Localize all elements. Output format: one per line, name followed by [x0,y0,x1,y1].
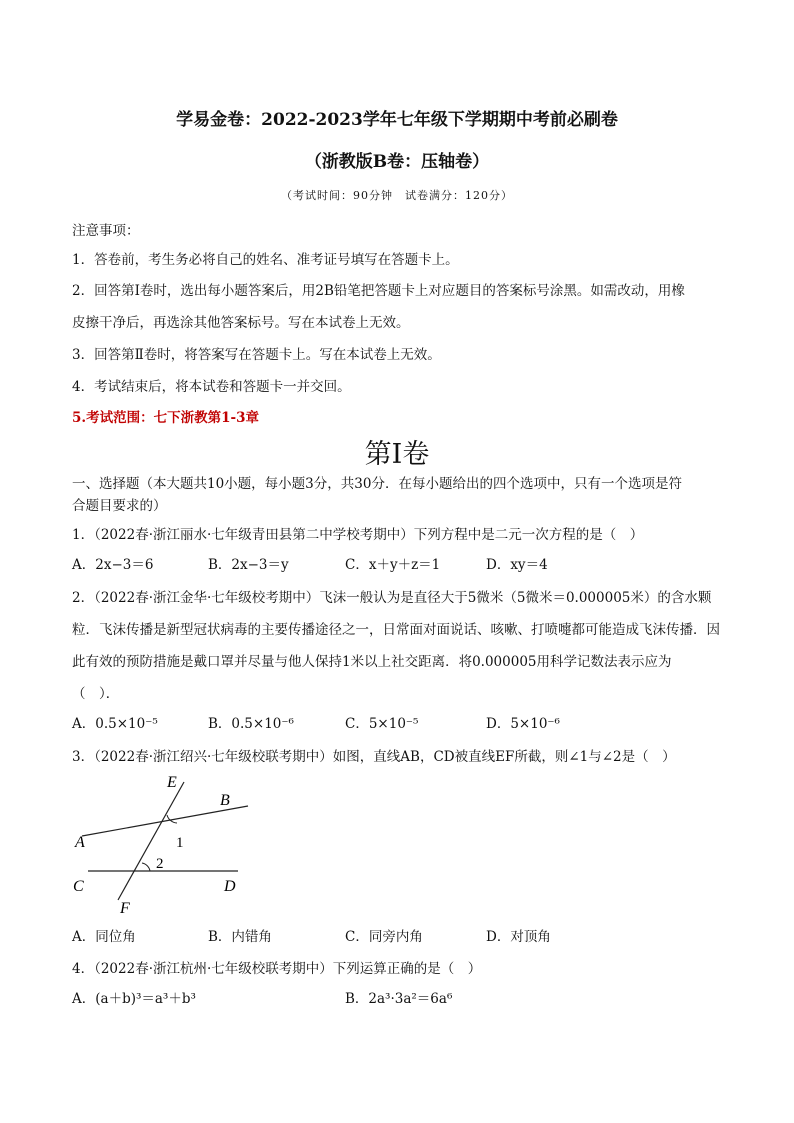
label-angle-1: 1 [176,835,184,851]
section-title: 第Ⅰ卷 [364,439,430,470]
note-item-3: 3．回答第Ⅱ卷时，将答案写在答题卡上。写在本试卷上无效。 [72,347,441,363]
question-3-option-a: A．同位角 [72,929,136,945]
label-c: C [73,878,84,895]
note-item-2: 2．回答第Ⅰ卷时，选出每小题答案后，用2B铅笔把答题卡上对应题目的答案标号涂黑。如需改动，用橡 [72,283,685,299]
line-ab [82,806,248,836]
exam-subtitle: （浙教版B卷：压轴卷） [304,152,490,172]
question-3-figure [70,768,250,918]
question-3-stem: 3．（2022春·浙江绍兴·七年级校联考期中）如图，直线AB，CD被直线EF所截，则∠1与∠2是（ ） [72,749,676,765]
question-3-option-d: D．对顶角 [486,929,551,945]
label-angle-2: 2 [156,856,164,872]
exam-title: 学易金卷：2022-2023学年七年级下学期期中考前必刷卷 [176,110,618,130]
label-e: E [167,774,177,791]
question-2-option-a: A．0.5×10⁻⁵ [72,716,158,732]
question-4-option-a: A．(a＋b)³＝a³＋b³ [72,991,196,1007]
question-2-stem-line-3: 此有效的预防措施是戴口罩并尽量与他人保持1米以上社交距离．将0.000005用科学记数法表示应为 [72,654,672,670]
question-2-stem-line-1: 2．（2022春·浙江金华·七年级校考期中）飞沫一般认为是直径大于5微米（5微米＝0.000005米）的含水颗 [72,590,712,606]
exam-scope: 5.考试范围：七下浙教第1-3章 [72,410,259,426]
section-instruction-cont: 合题目要求的） [72,498,167,514]
question-3-option-c: C．同旁内角 [345,929,423,945]
question-1-stem: 1．（2022春·浙江丽水·七年级青田县第二中学校考期中）下列方程中是二元一次方程的是（ ） [72,527,644,543]
question-2-stem-line-2: 粒．飞沫传播是新型冠状病毒的主要传播途径之一，日常面对面说话、咳嗽、打喷嚏都可能造成飞沫传播．因 [72,622,720,638]
question-3-option-b: B．内错角 [208,929,272,945]
question-1-option-a: A．2x−3＝6 [72,557,154,573]
question-2-option-d: D．5×10⁻⁶ [486,716,560,732]
question-1-option-d: D．xy＝4 [486,557,548,573]
section-instruction: 一、选择题（本大题共10小题，每小题3分，共30分．在每小题给出的四个选项中，只有一个选项是符 [72,476,682,492]
question-4-option-b: B．2a³·3a²＝6a⁶ [345,991,453,1007]
label-a: A [75,834,85,851]
question-1-option-b: B．2x−3＝y [208,557,289,573]
angle-2-arc [142,863,150,871]
label-b: B [220,792,230,809]
question-1-option-c: C．x＋y＋z＝1 [345,557,441,573]
label-f: F [120,900,130,917]
line-ef [118,782,184,900]
note-item-1: 1．答卷前，考生务必将自己的姓名、准考证号填写在答题卡上。 [72,252,459,268]
note-item-4: 4．考试结束后，将本试卷和答题卡一并交回。 [72,379,351,395]
note-item-2-cont: 皮擦干净后，再选涂其他答案标号。写在本试卷上无效。 [72,315,410,331]
question-4-stem: 4．（2022春·浙江杭州·七年级校联考期中）下列运算正确的是（ ） [72,961,482,977]
question-2-option-b: B．0.5×10⁻⁶ [208,716,294,732]
question-2-option-c: C．5×10⁻⁵ [345,716,419,732]
question-2-stem-line-4: （ ）． [72,686,120,702]
notes-heading: 注意事项： [72,223,140,239]
label-d: D [224,878,236,895]
exam-info: （考试时间：90分钟 试卷满分：120分） [281,189,513,202]
